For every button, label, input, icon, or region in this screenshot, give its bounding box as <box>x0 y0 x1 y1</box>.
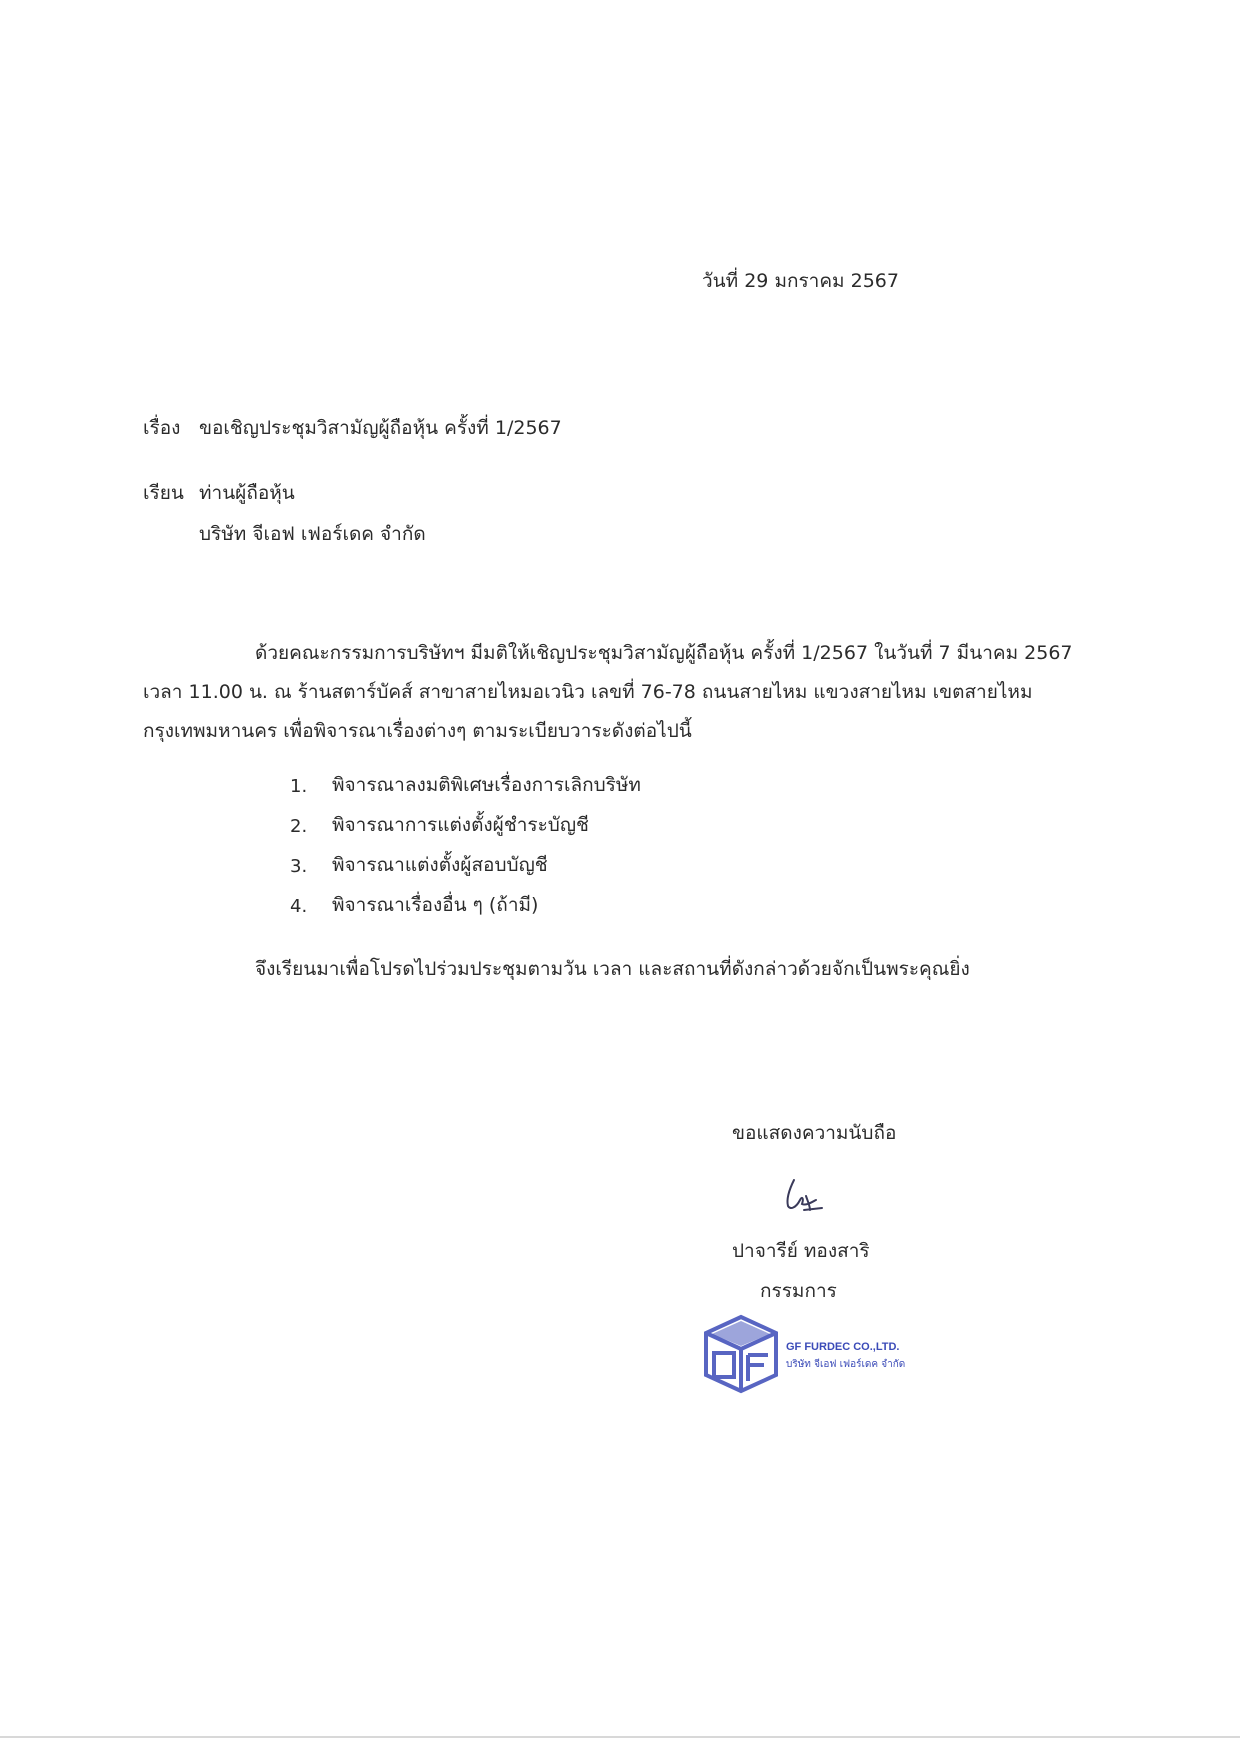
body-line-3: กรุงเทพมหานคร เพื่อพิจารณาเรื่องต่างๆ ตามระเบียบวาระดังต่อไปนี้ <box>143 720 692 742</box>
subject-label: เรื่อง <box>143 417 181 439</box>
agenda-number: 3. <box>290 856 308 877</box>
agenda-number: 4. <box>290 896 308 917</box>
recipient-label: เรียน <box>143 482 184 504</box>
agenda-item: พิจารณาการแต่งตั้งผู้ชำระบัญชี <box>332 814 589 836</box>
signer-name: ปาจารีย์ ทองสาริ <box>732 1240 870 1262</box>
signature-mark <box>780 1176 830 1216</box>
stamp-company-en: GF FURDEC CO.,LTD. <box>786 1341 900 1353</box>
company-stamp <box>700 1313 940 1395</box>
stamp-company-th: บริษัท จีเอฟ เฟอร์เดค จำกัด <box>786 1359 906 1370</box>
signer-title: กรรมการ <box>760 1280 837 1302</box>
subject-text: ขอเชิญประชุมวิสามัญผู้ถือหุ้น ครั้งที่ 1/2567 <box>199 417 562 439</box>
agenda-number: 1. <box>290 776 308 797</box>
agenda-number: 2. <box>290 816 308 837</box>
agenda-item: พิจารณาแต่งตั้งผู้สอบบัญชี <box>332 854 548 876</box>
company-logo-icon <box>700 1313 782 1395</box>
page-bottom-edge <box>0 1736 1240 1738</box>
body-line-1: ด้วยคณะกรรมการบริษัทฯ มีมติให้เชิญประชุมวิสามัญผู้ถือหุ้น ครั้งที่ 1/2567 ในวันที่ 7 มีนาคม 2567 <box>255 642 1073 664</box>
signoff-text: ขอแสดงความนับถือ <box>732 1122 897 1144</box>
recipient-line-1: ท่านผู้ถือหุ้น <box>199 482 295 504</box>
body-line-2: เวลา 11.00 น. ณ ร้านสตาร์บัคส์ สาขาสายไหมอเวนิว เลขที่ 76-78 ถนนสายไหม แขวงสายไหม เขตสายไหม <box>143 681 1033 703</box>
agenda-item: พิจารณาลงมติพิเศษเรื่องการเลิกบริษัท <box>332 774 641 796</box>
closing-text: จึงเรียนมาเพื่อโปรดไปร่วมประชุมตามวัน เวลา และสถานที่ดังกล่าวด้วยจักเป็นพระคุณยิ่ง <box>255 958 970 980</box>
recipient-line-2: บริษัท จีเอฟ เฟอร์เดค จำกัด <box>199 523 426 545</box>
letter-date: วันที่ 29 มกราคม 2567 <box>702 270 899 292</box>
agenda-item: พิจารณาเรื่องอื่น ๆ (ถ้ามี) <box>332 894 539 916</box>
